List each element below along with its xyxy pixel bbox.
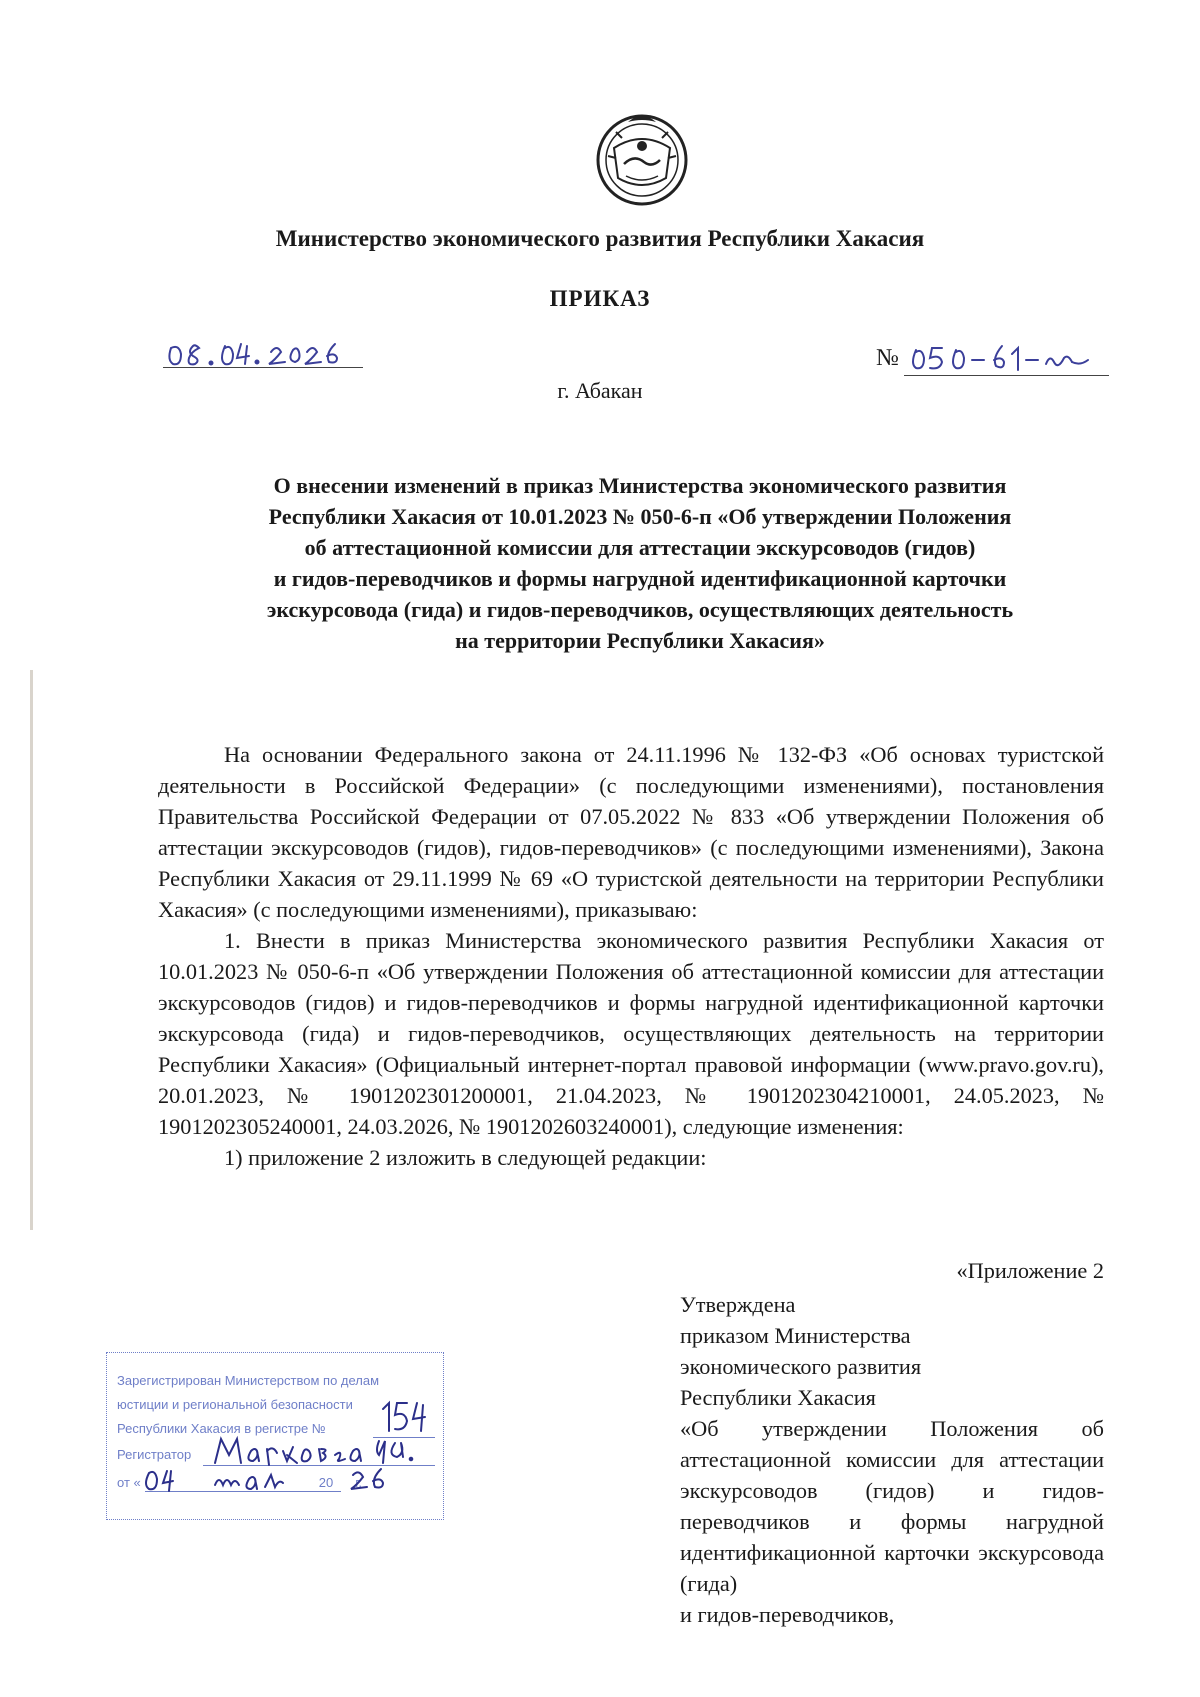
body-paragraph-subitem-1: 1) приложение 2 изложить в следующей редакции: [224,1145,707,1170]
registrar-signature [211,1435,431,1467]
stamp-date-suffix: г. [355,1475,362,1490]
approval-line: и гидов-переводчиков, [680,1602,895,1627]
stamp-handwritten-date [141,1465,401,1495]
body-paragraph-item-1: 1. Внести в приказ Министерства экономического развития Республики Хакасия от 10.01.2023 № 050-6-п «Об утверждении Положения об аттестационной комиссии для аттестации экскурсоводов (гидов) и гидов-переводчиков и формы нагрудной идентификационной карточки экскурсовода (гида) и гидов-переводчиков, осуществляющих деятельность на территории Республики Хакасия» (Официальный интернет-портал правовой информации (www.pravo.gov.ru), 20.01.2023, № 1901202301200001, 21.04.2023, № 1901202304210001, 24.05.2023, № 1901202305240001, 24.03.2026, № 1901202603240001), следующие изменения: [158,928,1104,1139]
approval-line: приказом Министерства [680,1323,911,1348]
title-line: и гидов-переводчиков и формы нагрудной идентификационной карточки [273,566,1007,591]
stamp-line: юстиции и региональной безопасности [117,1397,353,1412]
document-type: ПРИКАЗ [549,286,651,311]
registration-stamp [106,1352,444,1520]
stamp-line: Регистратор [117,1447,192,1462]
binding-edge [30,670,33,1230]
ministry-name: Министерство экономического развития Республики Хакасия [275,226,925,251]
title-line: экскурсовода (гида) и гидов-переводчиков, осуществляющих деятельность [266,597,1014,622]
body-paragraph-basis: На основании Федерального закона от 24.11.1996 № 132-ФЗ «Об основах туристской деятельности в Российской Федерации» (с последующими изменениями), постановления Правительства Российской Федерации от 07.05.2022 № 833 «Об утверждении Положения об аттестации экскурсоводов (гидов), гидов-переводчиков» (с последующими изменениями), Закона Республики Хакасия от 29.11.1999 № 69 «О туристской деятельности на территории Республики Хакасия» (с последующими изменениями), приказываю: [158,742,1104,922]
appendix-label: «Приложение 2 [956,1258,1104,1283]
appendix-approval-block [680,1289,1104,1630]
handwritten-number [908,340,1108,376]
number-underline [904,375,1109,376]
handwritten-date [165,334,365,374]
title-line: О внесении изменений в приказ Министерства экономического развития [273,473,1007,498]
approval-line: «Об утверждении Положения об аттестационной комиссии для аттестации экскурсоводов (гидов) и гидов-переводчиков и формы нагрудной идентификационной карточки экскурсовода (гида) [680,1416,1104,1596]
stamp-line: Республики Хакасия в регистре № [117,1421,326,1436]
approval-line: Республики Хакасия [680,1385,876,1410]
stamp-year-prefix: 20 [318,1475,334,1490]
date-underline [163,367,363,368]
khakassia-coat-of-arms-icon [594,108,690,208]
handwritten-registry-number [377,1397,427,1437]
number-sign: № [876,345,899,371]
approval-line: экономического развития [680,1354,922,1379]
city: г. Абакан [557,378,643,403]
order-title [180,470,1100,656]
order-body [158,739,1104,1173]
stamp-date-prefix: от « [117,1475,141,1490]
title-line: на территории Республики Хакасия» [455,628,825,653]
title-line: об аттестационной комиссии для аттестации экскурсоводов (гидов) [304,535,976,560]
stamp-line: Зарегистрирован Министерством по делам [117,1373,380,1388]
title-line: Республики Хакасия от 10.01.2023 № 050-6-п «Об утверждении Положения [268,504,1012,529]
approval-line: Утверждена [680,1292,796,1317]
